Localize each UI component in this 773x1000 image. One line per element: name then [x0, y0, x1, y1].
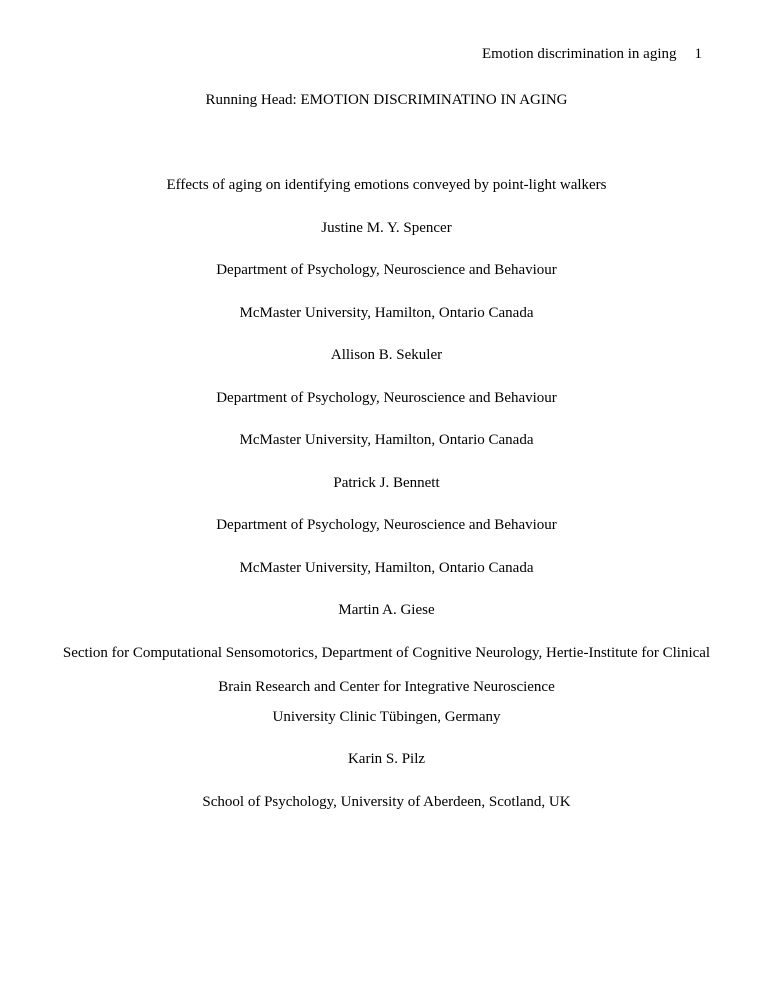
- author-name: Karin S. Pilz: [347, 751, 426, 767]
- author-affiliation: McMaster University, Hamilton, Ontario Canada: [239, 559, 534, 576]
- header-short-title: Emotion discrimination in aging: [481, 46, 677, 62]
- author-name: Justine M. Y. Spencer: [321, 219, 452, 236]
- page-number: 1: [694, 46, 702, 62]
- author-affiliation: Department of Psychology, Neuroscience and Behaviour: [216, 389, 557, 406]
- paper-title: Effects of aging on identifying emotions conveyed by point-light walkers: [166, 177, 607, 193]
- author-affiliation: Department of Psychology, Neuroscience and Behaviour: [216, 517, 557, 533]
- author-name: Patrick J. Bennett: [333, 474, 440, 491]
- author-affiliation: McMaster University, Hamilton, Ontario Canada: [239, 432, 534, 448]
- title-block: [62, 175, 711, 834]
- running-head: Running Head: EMOTION DISCRIMINATINO IN AGING: [205, 92, 568, 108]
- author-affiliation: McMaster University, Hamilton, Ontario Canada: [239, 304, 534, 321]
- author-name: Allison B. Sekuler: [330, 347, 443, 363]
- author-affiliation: University Clinic Tübingen, Germany: [272, 708, 501, 725]
- author-affiliation: Section for Computational Sensomotorics, Department of Cognitive Neurology, Hertie-Institute for Clinical Brain Research and Center for Integrative Neuroscience: [62, 644, 711, 695]
- page-header: [482, 44, 702, 64]
- author-affiliation: School of Psychology, University of Aberdeen, Scotland, UK: [202, 793, 571, 810]
- author-name: Martin A. Giese: [338, 602, 435, 618]
- author-affiliation: Department of Psychology, Neuroscience and Behaviour: [216, 262, 557, 278]
